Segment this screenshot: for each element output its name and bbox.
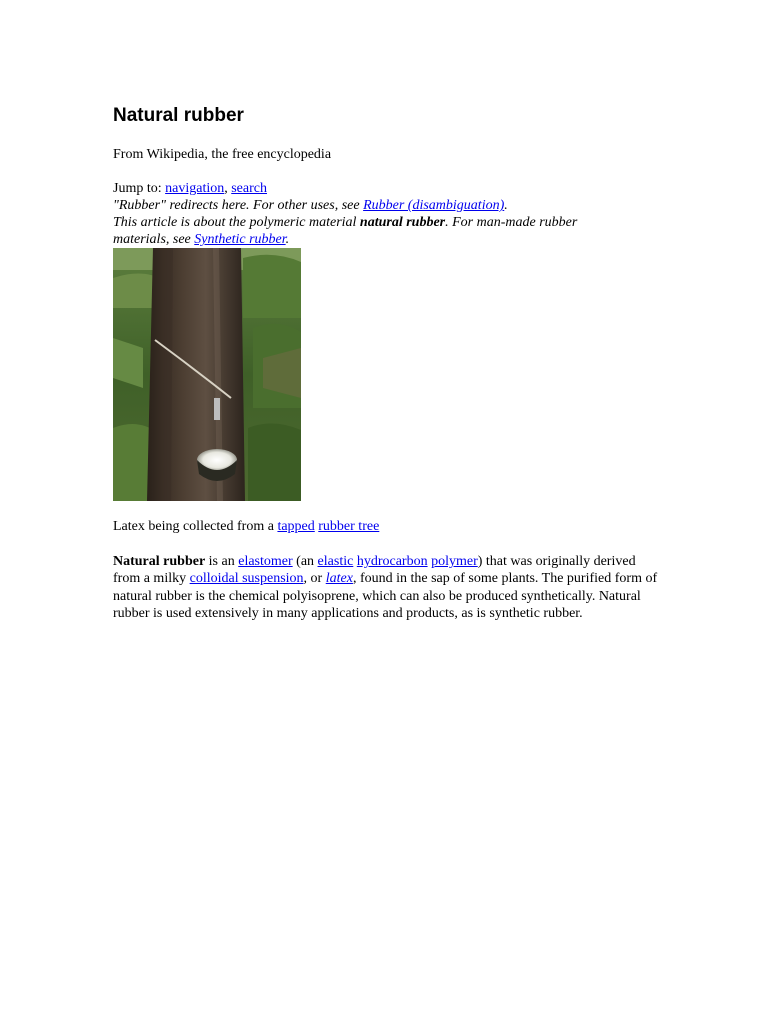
image-caption-text: Latex being collected from a [113, 519, 278, 534]
rubber-tree-illustration [113, 248, 301, 501]
synthetic-rubber-link[interactable]: Synthetic rubber [194, 232, 286, 247]
elastic-link[interactable]: elastic [317, 554, 354, 569]
hatnote-about-line2 [113, 231, 289, 248]
latex-link[interactable]: latex [325, 571, 353, 587]
page-title: Natural rubber [113, 105, 244, 126]
hatnote-redirect [113, 197, 508, 214]
jump-to-label: Jump to: [113, 181, 166, 196]
intro-text: ) that was originally derived from a milky [113, 554, 636, 587]
jump-to-line [113, 180, 267, 197]
intro-text: , found in the sap of some plants. The purified form of natural rubber is the chemical polyisoprene, which can also be produced synthetically. Natural rubber is used extensively in many applications and products, as is synthetic rubber. [113, 571, 658, 621]
jump-separator: , [224, 181, 232, 196]
hatnote-about-bold: natural rubber [359, 215, 446, 230]
hatnote-about-text1: This article is about the polymeric material [113, 215, 360, 230]
hatnote-about-text2: . For man-made rubber [445, 215, 578, 230]
hatnote-about-end: . [285, 232, 290, 247]
polymer-link[interactable]: polymer [431, 554, 478, 569]
tagline: From Wikipedia, the free encyclopedia [113, 147, 332, 162]
jump-navigation-link[interactable]: navigation [165, 181, 225, 196]
elastomer-link[interactable]: elastomer [238, 554, 293, 569]
intro-text: is an [205, 554, 239, 569]
hatnote-about-text3: materials, see [113, 232, 195, 247]
tapped-link[interactable]: tapped [277, 519, 315, 534]
intro-text: , or [303, 571, 326, 587]
hatnote-redirect-end: . [504, 198, 508, 213]
hydrocarbon-link[interactable]: hydrocarbon [356, 554, 428, 569]
rubber-disambiguation-link[interactable]: Rubber (disambiguation) [363, 198, 505, 213]
rubber-tree-link[interactable]: rubber tree [318, 519, 380, 534]
intro-bold-term: Natural rubber [113, 554, 206, 569]
hatnote-about-line1 [113, 214, 577, 231]
jump-search-link[interactable]: search [231, 181, 267, 196]
rubber-tree-photo[interactable] [113, 248, 301, 501]
image-caption [113, 518, 379, 535]
intro-text: (an [292, 554, 318, 569]
intro-paragraph [113, 553, 658, 622]
hatnote-redirect-text: "Rubber" redirects here. For other uses, see [113, 198, 364, 213]
colloidal-suspension-link[interactable]: colloidal suspension [189, 571, 304, 587]
